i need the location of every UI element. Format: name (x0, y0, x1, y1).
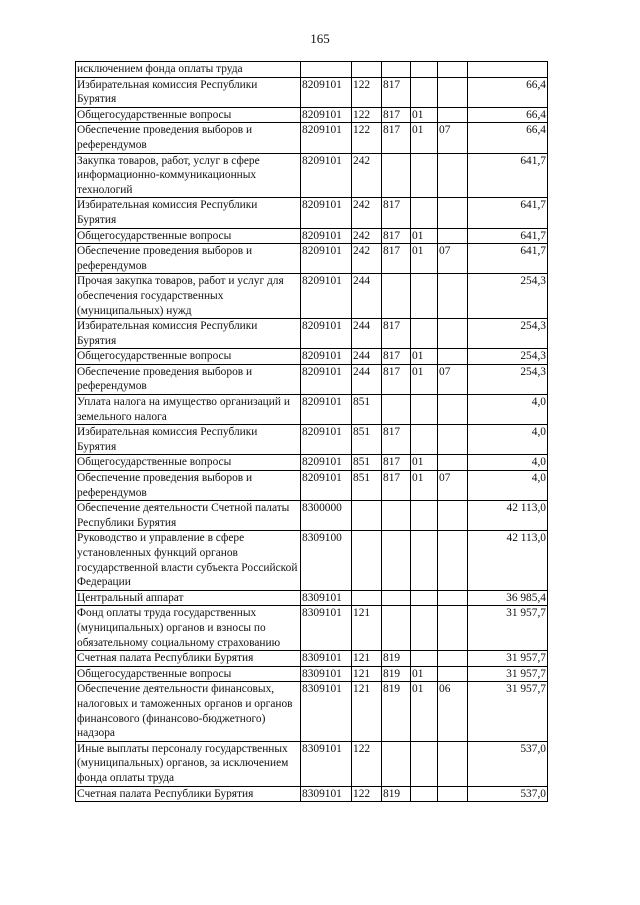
ministry-code: 817 (382, 349, 411, 365)
section-code (411, 319, 438, 349)
subsection-code (438, 425, 468, 455)
expense-type-code: 122 (352, 123, 382, 153)
subsection-code (438, 62, 468, 78)
section-code (411, 77, 438, 107)
subsection-code: 07 (438, 123, 468, 153)
table-row (76, 531, 548, 590)
section-code: 01 (411, 455, 438, 471)
table-row (76, 123, 548, 153)
expense-type-code: 244 (352, 364, 382, 394)
ministry-code: 817 (382, 77, 411, 107)
subsection-code (438, 153, 468, 198)
amount: 254,3 (468, 274, 548, 319)
subsection-code (438, 198, 468, 228)
expense-type-code: 244 (352, 274, 382, 319)
item-name: Обеспечение проведения выборов и референдумов (76, 123, 301, 153)
ministry-code: 819 (382, 651, 411, 667)
target-code: 8209101 (301, 198, 352, 228)
table-row (76, 228, 548, 244)
subsection-code (438, 107, 468, 123)
table-row (76, 198, 548, 228)
amount: 36 985,4 (468, 590, 548, 606)
ministry-code (382, 274, 411, 319)
section-code: 01 (411, 123, 438, 153)
expense-type-code (352, 590, 382, 606)
expense-type-code: 244 (352, 319, 382, 349)
section-code (411, 62, 438, 78)
subsection-code (438, 651, 468, 667)
expense-type-code: 242 (352, 153, 382, 198)
section-code (411, 590, 438, 606)
target-code: 8209101 (301, 123, 352, 153)
target-code: 8209101 (301, 349, 352, 365)
amount: 4,0 (468, 395, 548, 425)
ministry-code (382, 741, 411, 786)
table-row (76, 786, 548, 802)
table-row (76, 319, 548, 349)
target-code: 8209101 (301, 425, 352, 455)
expense-type-code: 851 (352, 455, 382, 471)
amount: 42 113,0 (468, 531, 548, 590)
amount: 42 113,0 (468, 501, 548, 531)
subsection-code: 07 (438, 244, 468, 274)
item-name: Руководство и управление в сфере установленных функций органов государственной власти субъекта Российской Федерации (76, 531, 301, 590)
subsection-code: 07 (438, 364, 468, 394)
subsection-code (438, 666, 468, 682)
ministry-code: 817 (382, 425, 411, 455)
target-code: 8309101 (301, 666, 352, 682)
table-row (76, 455, 548, 471)
section-code: 01 (411, 471, 438, 501)
table-row (76, 606, 548, 651)
expense-type-code: 851 (352, 471, 382, 501)
section-code: 01 (411, 349, 438, 365)
target-code: 8309101 (301, 651, 352, 667)
budget-table-body (76, 62, 548, 802)
section-code (411, 153, 438, 198)
item-name: Избирательная комиссия Республики Бурятия (76, 77, 301, 107)
amount: 254,3 (468, 349, 548, 365)
table-row (76, 651, 548, 667)
ministry-code: 817 (382, 319, 411, 349)
expense-type-code (352, 501, 382, 531)
ministry-code: 817 (382, 107, 411, 123)
table-row (76, 741, 548, 786)
target-code (301, 62, 352, 78)
table-row (76, 364, 548, 394)
table-row (76, 107, 548, 123)
expense-type-code: 242 (352, 228, 382, 244)
ministry-code: 817 (382, 198, 411, 228)
item-name: Избирательная комиссия Республики Бурятия (76, 198, 301, 228)
expense-type-code: 121 (352, 682, 382, 741)
table-row (76, 153, 548, 198)
subsection-code (438, 274, 468, 319)
ministry-code (382, 531, 411, 590)
expense-type-code: 122 (352, 107, 382, 123)
target-code: 8209101 (301, 455, 352, 471)
ministry-code: 817 (382, 471, 411, 501)
item-name: Счетная палата Республики Бурятия (76, 651, 301, 667)
table-row (76, 77, 548, 107)
ministry-code: 817 (382, 123, 411, 153)
target-code: 8209101 (301, 395, 352, 425)
section-code (411, 198, 438, 228)
section-code (411, 741, 438, 786)
subsection-code (438, 501, 468, 531)
ministry-code: 817 (382, 455, 411, 471)
expense-type-code: 122 (352, 741, 382, 786)
item-name: Обеспечение проведения выборов и референдумов (76, 244, 301, 274)
item-name: Общегосударственные вопросы (76, 349, 301, 365)
target-code: 8309101 (301, 682, 352, 741)
item-name: Фонд оплаты труда государственных (муниципальных) органов и взносы по обязательному социальному страхованию (76, 606, 301, 651)
expense-type-code: 121 (352, 666, 382, 682)
item-name: Обеспечение проведения выборов и референдумов (76, 471, 301, 501)
subsection-code: 06 (438, 682, 468, 741)
ministry-code (382, 606, 411, 651)
subsection-code (438, 455, 468, 471)
ministry-code: 817 (382, 228, 411, 244)
target-code: 8209101 (301, 228, 352, 244)
amount: 31 957,7 (468, 606, 548, 651)
item-name: Иные выплаты персоналу государственных (муниципальных) органов, за исключением фонда оплаты труда (76, 741, 301, 786)
amount: 4,0 (468, 425, 548, 455)
expense-type-code: 851 (352, 425, 382, 455)
target-code: 8309101 (301, 786, 352, 802)
target-code: 8209101 (301, 77, 352, 107)
section-code: 01 (411, 682, 438, 741)
amount: 254,3 (468, 319, 548, 349)
ministry-code (382, 62, 411, 78)
section-code (411, 274, 438, 319)
ministry-code: 819 (382, 682, 411, 741)
expense-type-code: 121 (352, 651, 382, 667)
item-name: Общегосударственные вопросы (76, 666, 301, 682)
item-name: Обеспечение проведения выборов и референдумов (76, 364, 301, 394)
page-number: 165 (310, 31, 330, 46)
expense-type-code (352, 62, 382, 78)
item-name: Общегосударственные вопросы (76, 455, 301, 471)
section-code: 01 (411, 364, 438, 394)
amount: 537,0 (468, 741, 548, 786)
target-code: 8309100 (301, 531, 352, 590)
amount (468, 62, 548, 78)
item-name: Счетная палата Республики Бурятия (76, 786, 301, 802)
target-code: 8300000 (301, 501, 352, 531)
expense-type-code: 122 (352, 786, 382, 802)
budget-table (75, 61, 548, 802)
target-code: 8209101 (301, 107, 352, 123)
amount: 31 957,7 (468, 651, 548, 667)
target-code: 8309101 (301, 590, 352, 606)
ministry-code (382, 590, 411, 606)
amount: 31 957,7 (468, 666, 548, 682)
table-row (76, 590, 548, 606)
expense-type-code: 242 (352, 198, 382, 228)
amount: 66,4 (468, 123, 548, 153)
amount: 537,0 (468, 786, 548, 802)
subsection-code: 07 (438, 471, 468, 501)
section-code: 01 (411, 666, 438, 682)
section-code (411, 651, 438, 667)
expense-type-code: 244 (352, 349, 382, 365)
expense-type-code (352, 531, 382, 590)
subsection-code (438, 606, 468, 651)
item-name: Обеспечение деятельности финансовых, налоговых и таможенных органов и органов финансового (финансово-бюджетного) надзора (76, 682, 301, 741)
section-code (411, 531, 438, 590)
table-row (76, 425, 548, 455)
amount: 641,7 (468, 198, 548, 228)
ministry-code (382, 153, 411, 198)
ministry-code: 819 (382, 786, 411, 802)
target-code: 8309101 (301, 741, 352, 786)
expense-type-code: 242 (352, 244, 382, 274)
table-row (76, 244, 548, 274)
section-code: 01 (411, 228, 438, 244)
item-name: Обеспечение деятельности Счетной палаты Республики Бурятия (76, 501, 301, 531)
amount: 4,0 (468, 455, 548, 471)
ministry-code: 817 (382, 364, 411, 394)
target-code: 8209101 (301, 364, 352, 394)
expense-type-code: 121 (352, 606, 382, 651)
table-row (76, 395, 548, 425)
target-code: 8209101 (301, 244, 352, 274)
section-code (411, 786, 438, 802)
subsection-code (438, 395, 468, 425)
item-name: Избирательная комиссия Республики Бурятия (76, 425, 301, 455)
subsection-code (438, 786, 468, 802)
item-name: Уплата налога на имущество организаций и земельного налога (76, 395, 301, 425)
ministry-code: 819 (382, 666, 411, 682)
amount: 641,7 (468, 228, 548, 244)
item-name: исключением фонда оплаты труда (76, 62, 301, 78)
target-code: 8309101 (301, 606, 352, 651)
subsection-code (438, 228, 468, 244)
section-code (411, 606, 438, 651)
table-row (76, 62, 548, 78)
ministry-code (382, 395, 411, 425)
item-name: Центральный аппарат (76, 590, 301, 606)
expense-type-code: 851 (352, 395, 382, 425)
amount: 31 957,7 (468, 682, 548, 741)
target-code: 8209101 (301, 274, 352, 319)
amount: 641,7 (468, 244, 548, 274)
section-code: 01 (411, 107, 438, 123)
table-row (76, 682, 548, 741)
subsection-code (438, 590, 468, 606)
section-code: 01 (411, 244, 438, 274)
subsection-code (438, 531, 468, 590)
table-row (76, 666, 548, 682)
subsection-code (438, 741, 468, 786)
table-row (76, 471, 548, 501)
amount: 254,3 (468, 364, 548, 394)
amount: 4,0 (468, 471, 548, 501)
subsection-code (438, 319, 468, 349)
item-name: Избирательная комиссия Республики Бурятия (76, 319, 301, 349)
amount: 66,4 (468, 77, 548, 107)
expense-type-code: 122 (352, 77, 382, 107)
section-code (411, 501, 438, 531)
section-code (411, 395, 438, 425)
section-code (411, 425, 438, 455)
table-row (76, 349, 548, 365)
amount: 66,4 (468, 107, 548, 123)
ministry-code (382, 501, 411, 531)
amount: 641,7 (468, 153, 548, 198)
item-name: Общегосударственные вопросы (76, 228, 301, 244)
item-name: Общегосударственные вопросы (76, 107, 301, 123)
item-name: Прочая закупка товаров, работ и услуг для обеспечения государственных (муниципальных) нужд (76, 274, 301, 319)
target-code: 8209101 (301, 471, 352, 501)
ministry-code: 817 (382, 244, 411, 274)
target-code: 8209101 (301, 153, 352, 198)
subsection-code (438, 349, 468, 365)
target-code: 8209101 (301, 319, 352, 349)
item-name: Закупка товаров, работ, услуг в сфере информационно-коммуникационных технологий (76, 153, 301, 198)
subsection-code (438, 77, 468, 107)
table-row (76, 501, 548, 531)
table-row (76, 274, 548, 319)
